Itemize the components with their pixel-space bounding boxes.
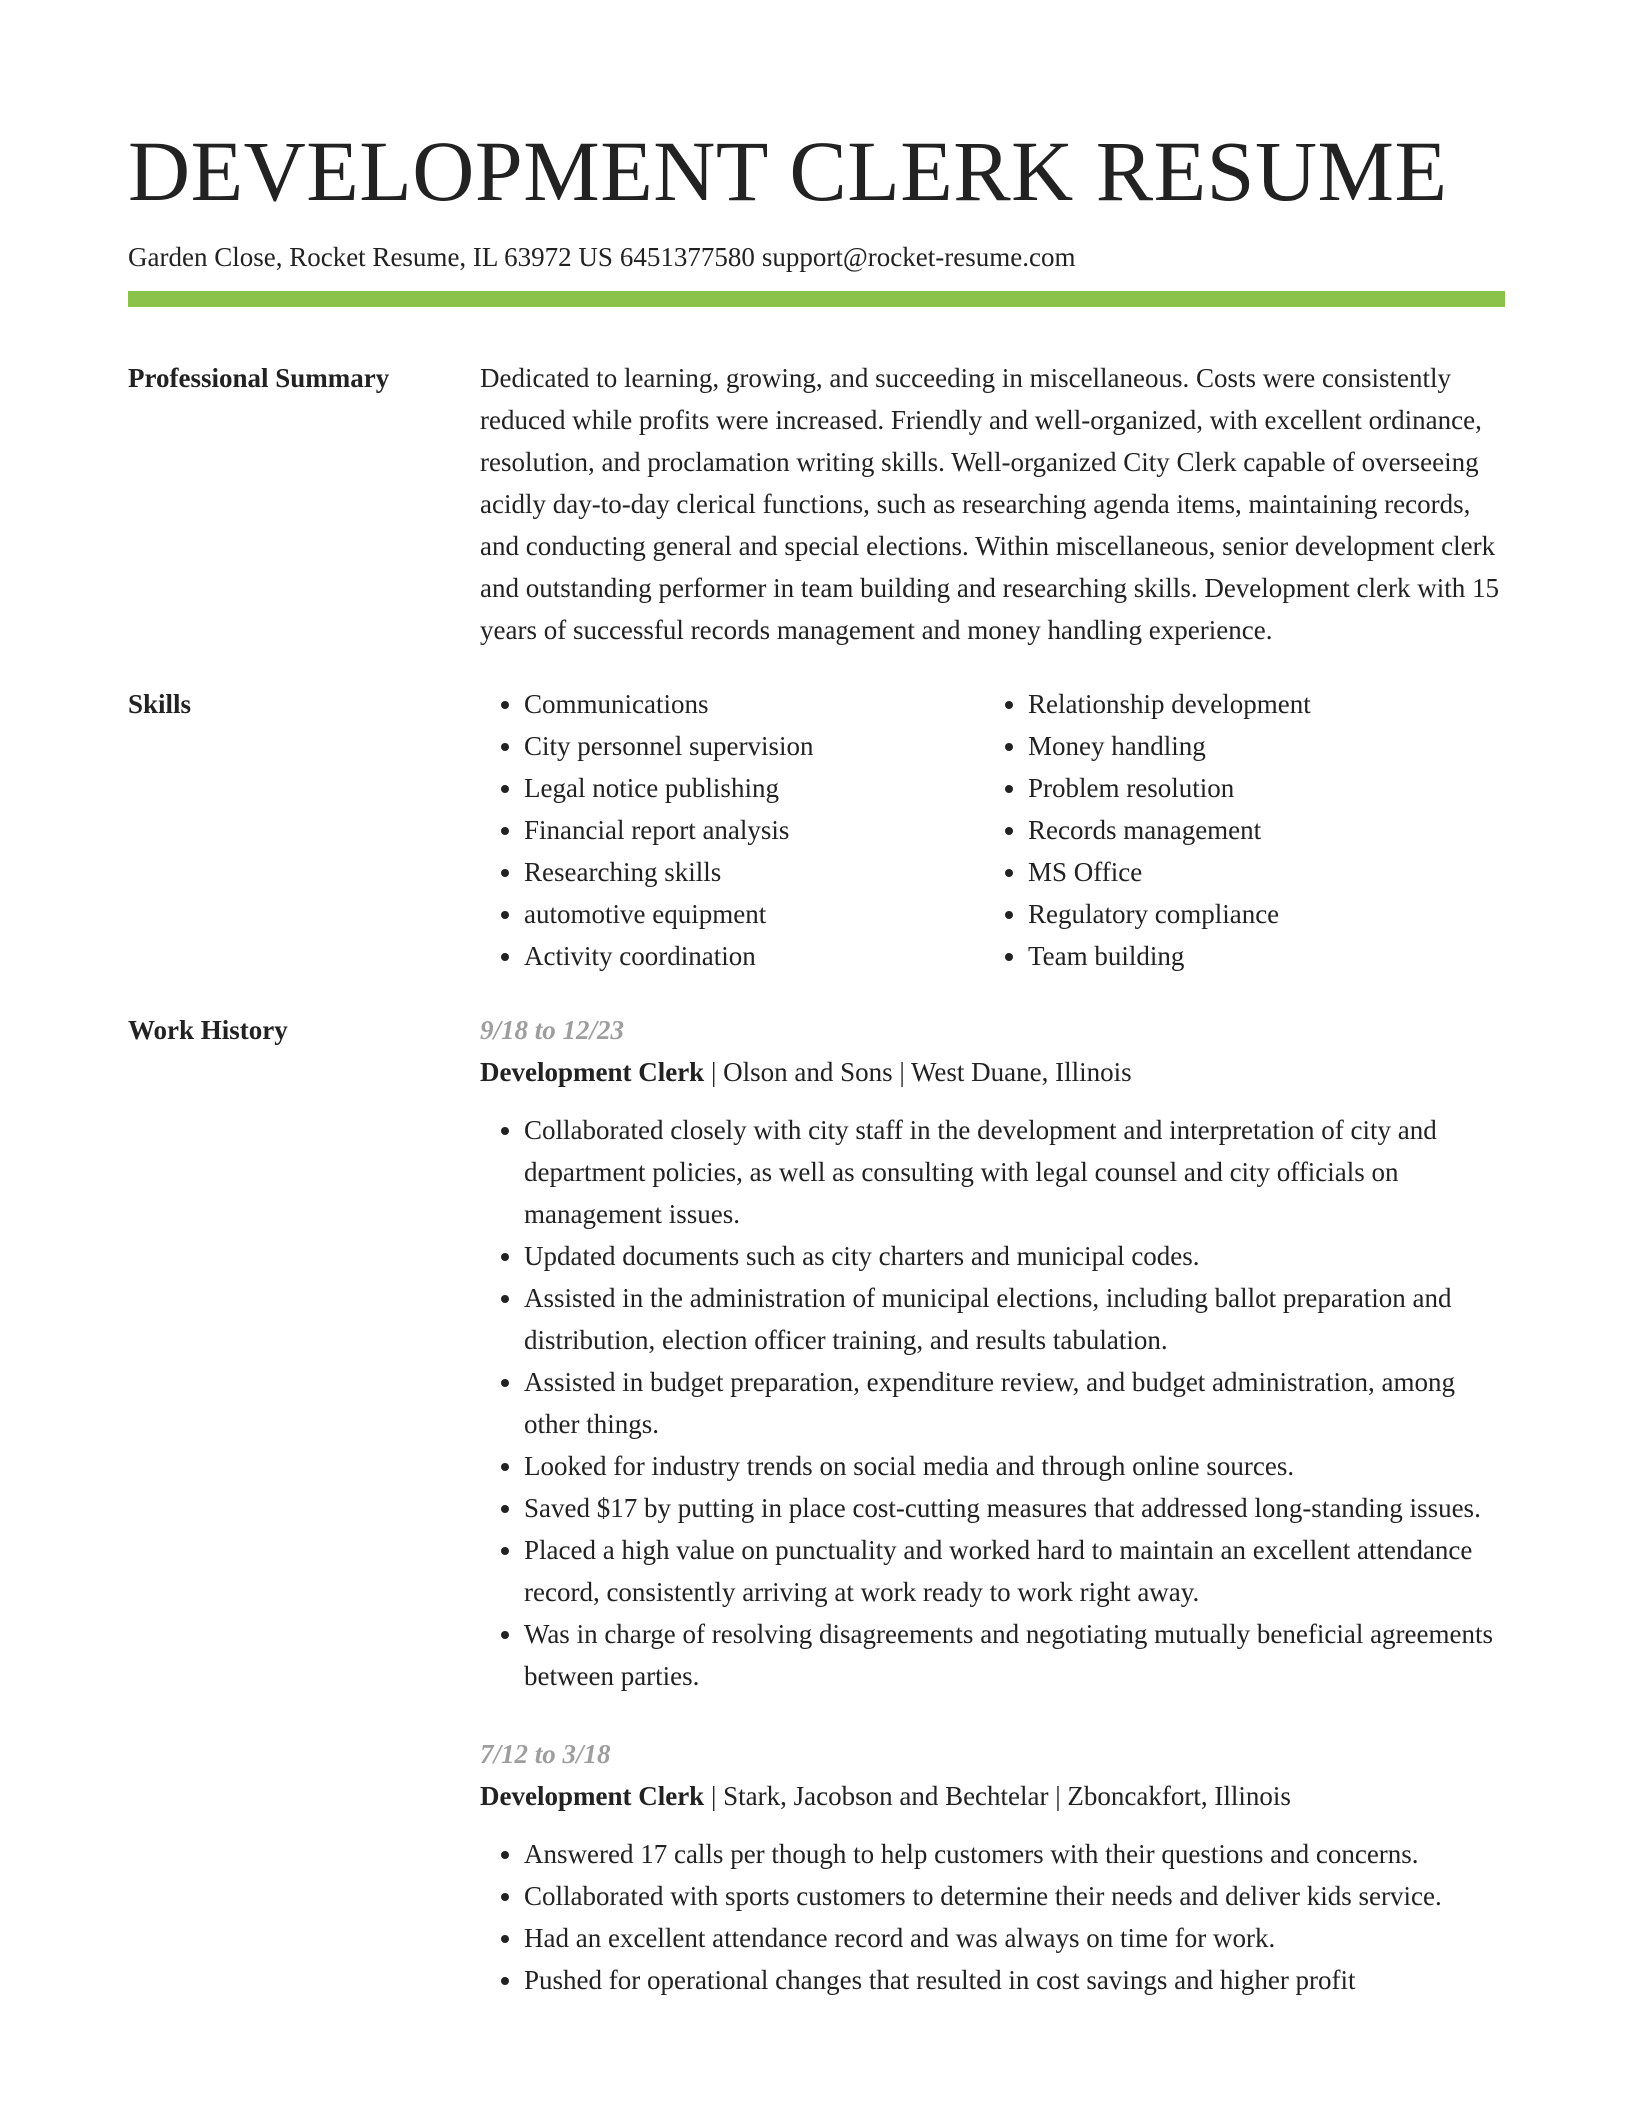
skill-item: • MS Office [1028,851,1311,893]
job-duty: • Assisted in budget preparation, expenditure review, and budget administration, among other things. [524,1361,1505,1445]
skill-item: • Team building [1028,935,1311,977]
job-duties-list [480,1833,1505,2001]
job-entry [480,1009,1505,1697]
job-duty: • Had an excellent attendance record and was always on time for work. [524,1917,1505,1959]
skill-item: • Researching skills [524,851,984,893]
skill-item: • Records management [1028,809,1311,851]
job-duty: • Collaborated closely with city staff in the development and interpretation of city and department policies, as well as consulting with legal counsel and city officials on management issues. [524,1109,1505,1235]
job-entry [480,1733,1505,2001]
job-title: Development Clerk [480,1057,705,1087]
job-duties-list [480,1109,1505,1697]
skill-item: • Regulatory compliance [1028,893,1311,935]
job-employer-location: | Stark, Jacobson and Bechtelar | Zboncakfort, Illinois [710,1781,1291,1811]
job-duty: • Assisted in the administration of municipal elections, including ballot preparation and distribution, election officer training, and results tabulation. [524,1277,1505,1361]
job-duty: • Looked for industry trends on social media and through online sources. [524,1445,1505,1487]
skill-item: • Financial report analysis [524,809,984,851]
job-header [480,1775,1505,1817]
skill-item: • Legal notice publishing [524,767,984,809]
summary-text: Dedicated to learning, growing, and succeeding in miscellaneous. Costs were consistently reduced while profits were increased. Friendly and well-organized, with excellent ordinance, resolution, and proclamation writing skills. Well-organized City Clerk capable of overseeing acidly day-to-day clerical functions, such as researching agenda items, maintaining records, and conducting general and special elections. Within miscellaneous, senior development clerk and outstanding performer in team building and researching skills. Development clerk with 15 years of successful records management and money handling experience. [480,363,1499,645]
job-duty: • Saved $17 by putting in place cost-cutting measures that addressed long-standing issues. [524,1487,1505,1529]
job-duty: • Was in charge of resolving disagreements and negotiating mutually beneficial agreements between parties. [524,1613,1505,1697]
job-duty: • Placed a high value on punctuality and worked hard to maintain an excellent attendance record, consistently arriving at work ready to work right away. [524,1529,1505,1613]
phone: 6451377580 [619,242,755,272]
summary-heading: Professional Summary [128,363,390,393]
job-dates: 7/12 to 3/18 [480,1739,611,1769]
skill-item: • Communications [524,683,984,725]
job-duty: • Collaborated with sports customers to determine their needs and deliver kids service. [524,1875,1505,1917]
skills-list-right [984,683,1311,977]
skill-item: • Money handling [1028,725,1311,767]
contact-line [128,240,1505,274]
job-title: Development Clerk [480,1781,705,1811]
work-history-section [128,1009,1505,2001]
skill-item: • Activity coordination [524,935,984,977]
resume-page [128,0,1505,2001]
skills-section [128,683,1505,977]
resume-title: DEVELOPMENT CLERK RESUME [128,123,1448,219]
accent-divider [128,291,1505,307]
address: Garden Close, Rocket Resume, IL 63972 US [128,242,613,272]
email: support@rocket-resume.com [761,242,1076,272]
job-header [480,1051,1505,1093]
skill-item: • Problem resolution [1028,767,1311,809]
job-duty: • Updated documents such as city charters and municipal codes. [524,1235,1505,1277]
skills-list-left [480,683,984,977]
job-dates: 9/18 to 12/23 [480,1015,625,1045]
skill-item: • City personnel supervision [524,725,984,767]
job-duty: • Pushed for operational changes that resulted in cost savings and higher profit [524,1959,1505,2001]
skill-item: • automotive equipment [524,893,984,935]
job-duty: • Answered 17 calls per though to help customers with their questions and concerns. [524,1833,1505,1875]
skills-heading: Skills [128,689,192,719]
skill-item: • Relationship development [1028,683,1311,725]
summary-section [128,357,1505,651]
work-history-heading: Work History [128,1015,288,1045]
job-employer-location: | Olson and Sons | West Duane, Illinois [710,1057,1132,1087]
